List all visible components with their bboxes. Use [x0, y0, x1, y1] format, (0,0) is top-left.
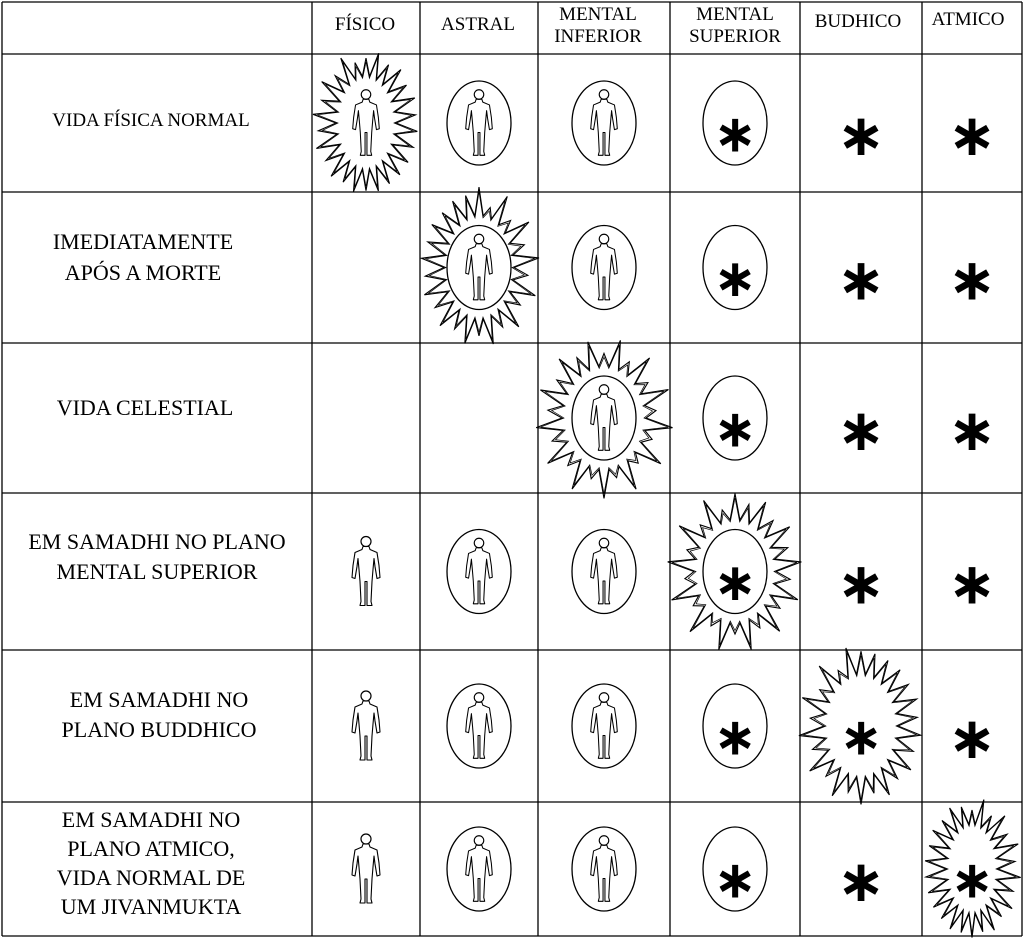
column-header-label: SUPERIOR: [689, 26, 781, 47]
radiance-burst: [313, 53, 417, 191]
cell-samadhi-buddhico-atmico: [948, 704, 997, 772]
aura-oval: [447, 81, 511, 165]
aura-oval: [572, 827, 636, 911]
row-label-line: IMEDIATAMENTE: [52, 229, 234, 254]
asterisk-icon: ∗: [713, 850, 757, 911]
column-header-label: FÍSICO: [334, 14, 396, 35]
radiance-burst: [422, 187, 540, 344]
cell-samadhi-atmico-astral: [447, 827, 511, 911]
human-figure-icon: [591, 234, 618, 300]
human-figure-icon: [352, 691, 380, 760]
asterisk-icon: ∗: [947, 100, 997, 169]
cell-vida-celestial-mental_superior: [703, 376, 767, 460]
row-label-line: EM SAMADHI NO: [61, 807, 241, 832]
aura-oval: [572, 530, 636, 614]
asterisk-icon: ∗: [713, 399, 757, 460]
cell-vida-celestial-budhico: [837, 396, 886, 464]
cell-vida-fisica-normal-budhico: [837, 101, 886, 169]
cell-samadhi-mental-superior-mental_superior: [668, 494, 802, 650]
radiance-burst: [536, 340, 672, 498]
asterisk-icon: ∗: [947, 703, 997, 772]
human-figure-icon: [353, 90, 380, 156]
asterisk-icon: ∗: [836, 395, 886, 464]
asterisk-icon: ∗: [950, 850, 994, 911]
cell-samadhi-buddhico-mental_inferior: [572, 684, 636, 768]
cell-vida-fisica-normal-astral: [447, 81, 511, 165]
aura-oval: [572, 226, 636, 310]
human-figure-icon: [466, 90, 493, 156]
row-label-line: PLANO BUDDHICO: [61, 717, 257, 742]
column-header-label: INFERIOR: [554, 26, 642, 47]
asterisk-icon: ∗: [713, 707, 757, 768]
asterisk-icon: ∗: [836, 846, 886, 915]
cell-imediatamente-apos-a-morte-budhico: [837, 245, 886, 313]
column-header-label: BUDHICO: [814, 11, 902, 32]
cell-samadhi-buddhico-astral: [447, 684, 511, 768]
cell-vida-fisica-normal-mental_superior: [703, 81, 767, 165]
asterisk-icon: ∗: [839, 707, 883, 768]
row-label-line: EM SAMADHI NO PLANO: [28, 529, 286, 554]
row-label-line: EM SAMADHI NO: [69, 687, 249, 712]
asterisk-icon: ∗: [836, 100, 886, 169]
row-label-line: VIDA CELESTIAL: [56, 395, 234, 420]
cell-samadhi-buddhico-mental_superior: [703, 684, 767, 768]
cell-samadhi-mental-superior-fisico: [352, 537, 380, 606]
cell-vida-fisica-normal-fisico: [313, 53, 417, 191]
cell-vida-celestial-mental_inferior: [536, 340, 672, 498]
cell-samadhi-buddhico-fisico: [352, 691, 380, 760]
aura-oval: [572, 81, 636, 165]
asterisk-icon: ∗: [947, 245, 997, 314]
row-label-imediatamente-apos-a-morte: [53, 229, 233, 285]
human-figure-icon: [466, 538, 493, 604]
human-figure-icon: [591, 385, 618, 451]
cell-samadhi-mental-superior-astral: [447, 530, 511, 614]
aura-oval: [447, 684, 511, 768]
aura-oval: [572, 684, 636, 768]
column-header-astral: [441, 14, 515, 35]
column-header-budhico: [815, 11, 902, 32]
asterisk-icon: ∗: [836, 549, 886, 618]
cell-imediatamente-apos-a-morte-mental_superior: [703, 226, 767, 310]
cell-imediatamente-apos-a-morte-atmico: [948, 245, 997, 313]
cell-samadhi-buddhico-budhico: [799, 648, 921, 804]
human-figure-icon: [466, 693, 493, 759]
row-label-line: UM JIVANMUKTA: [60, 894, 242, 919]
aura-oval: [447, 226, 511, 310]
row-label-vida-celestial: [57, 395, 234, 420]
column-header-label: ASTRAL: [441, 14, 515, 35]
human-figure-icon: [591, 693, 618, 759]
row-label-line: MENTAL SUPERIOR: [56, 559, 258, 584]
asterisk-icon: ∗: [713, 553, 757, 614]
row-label-line: APÓS A MORTE: [64, 260, 222, 285]
cell-samadhi-mental-superior-atmico: [948, 549, 997, 617]
aura-oval: [572, 376, 636, 460]
cell-imediatamente-apos-a-morte-astral: [422, 187, 540, 344]
row-label-vida-fisica-normal: [52, 109, 249, 131]
human-figure-icon: [466, 234, 493, 300]
asterisk-icon: ∗: [713, 249, 757, 310]
human-figure-icon: [591, 90, 618, 156]
row-label-samadhi-mental-superior: [28, 529, 285, 584]
row-label-line: VIDA FÍSICA NORMAL: [52, 110, 250, 131]
row-label-line: PLANO ATMICO,: [67, 836, 235, 861]
cell-samadhi-atmico-mental_inferior: [572, 827, 636, 911]
human-figure-icon: [591, 836, 618, 902]
cell-vida-fisica-normal-mental_inferior: [572, 81, 636, 165]
column-header-mental_inferior: [554, 4, 642, 47]
cell-imediatamente-apos-a-morte-mental_inferior: [572, 226, 636, 310]
column-header-fisico: [335, 13, 395, 35]
row-label-line: VIDA NORMAL DE: [56, 865, 246, 890]
cell-samadhi-atmico-mental_superior: [703, 827, 767, 911]
cell-samadhi-atmico-budhico: [837, 847, 886, 915]
human-figure-icon: [466, 836, 493, 902]
cell-samadhi-atmico-fisico: [352, 834, 380, 903]
row-label-samadhi-atmico: [57, 807, 246, 919]
asterisk-icon: ∗: [947, 395, 997, 464]
human-figure-icon: [352, 834, 380, 903]
cell-vida-celestial-atmico: [948, 396, 997, 464]
cell-samadhi-mental-superior-budhico: [837, 549, 886, 617]
row-label-samadhi-buddhico: [62, 687, 257, 742]
asterisk-icon: ∗: [947, 549, 997, 618]
human-figure-icon: [352, 537, 380, 606]
column-header-label: MENTAL: [559, 4, 637, 25]
cell-samadhi-atmico-atmico: [925, 800, 1021, 938]
column-header-label: MENTAL: [696, 4, 774, 25]
aura-oval: [447, 530, 511, 614]
column-header-mental_superior: [689, 4, 781, 47]
column-header-label: ATMICO: [931, 9, 1005, 30]
asterisk-icon: ∗: [713, 104, 757, 165]
cell-samadhi-mental-superior-mental_inferior: [572, 530, 636, 614]
column-header-atmico: [932, 9, 1005, 30]
asterisk-icon: ∗: [836, 245, 886, 314]
human-figure-icon: [591, 538, 618, 604]
aura-oval: [447, 827, 511, 911]
cell-vida-fisica-normal-atmico: [948, 101, 997, 169]
